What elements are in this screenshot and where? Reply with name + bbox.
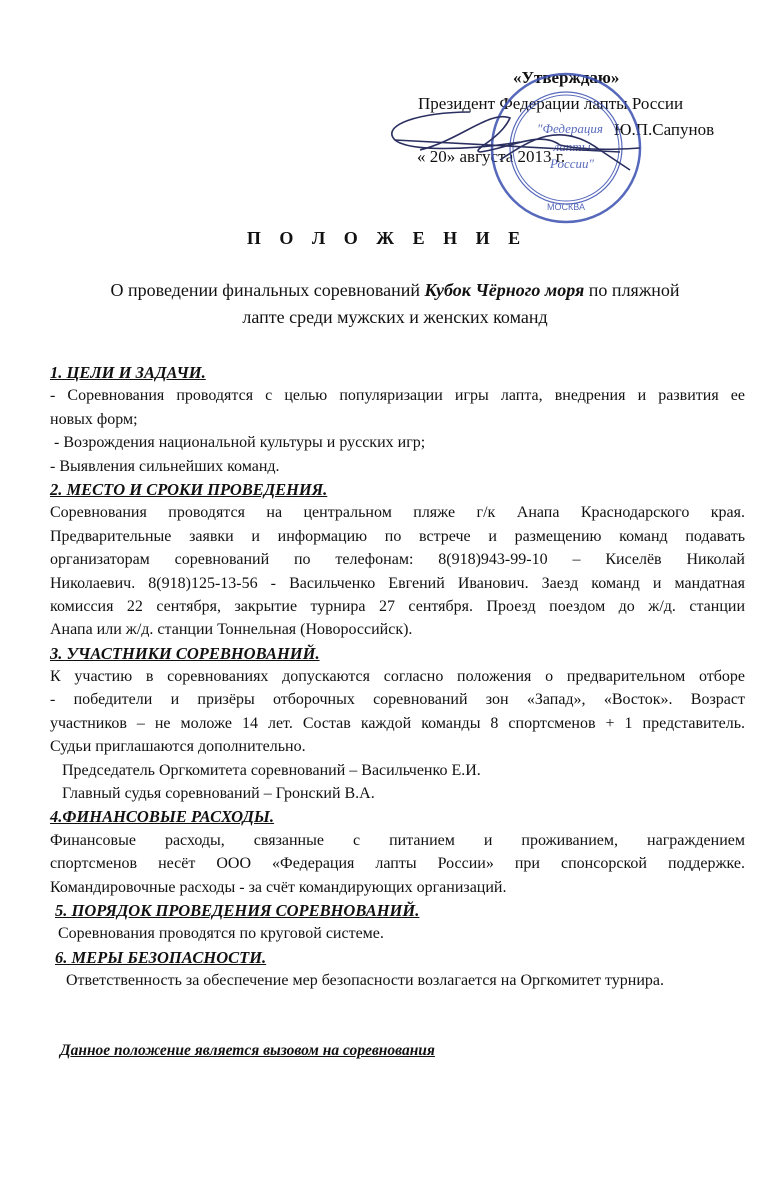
- text-line: Анапа или ж/д. станции Тоннельная (Новороссийск).: [50, 621, 413, 639]
- text-line: спортсменов несёт ООО «Федерация лапты России» при спонсорской поддержке.: [50, 855, 745, 873]
- approval-name: Ю.П.Сапунов: [614, 120, 715, 139]
- text-line: Финансовые расходы, связанные с питанием и проживанием, награждением: [50, 831, 745, 849]
- approval-date: « 20» августа 2013 г.: [417, 147, 566, 166]
- text-line: Соревнования проводятся на центральном пляже г/к Анапа Краснодарского края.: [50, 504, 745, 522]
- text-line: Предварительные заявки и информацию по встрече и размещению команд подавать: [50, 527, 745, 545]
- section-participants: [50, 642, 745, 806]
- footer-note: Данное положение является вызовом на соревнования: [60, 1041, 435, 1059]
- text-line: - победители и призёры отборочных соревнований зон «Запад», «Восток». Возраст: [50, 691, 745, 709]
- text-line: - Соревнования проводятся с целью популяризации игры лапта, внедрения и развития ее: [50, 387, 745, 405]
- text-line: Николаевич. 8(918)125-13-56 - Васильченко Евгений Иванович. Заезд команд и мандатная: [50, 574, 745, 592]
- svg-text:"Федерация: "Федерация: [537, 121, 603, 136]
- text-line: - Выявления сильнейших команд.: [50, 457, 280, 475]
- document-body: [50, 361, 745, 1062]
- text-line: участников – не моложе 14 лет. Состав каждой команды 8 спортсменов + 1 представитель.: [50, 714, 745, 732]
- text-line: Главный судья соревнований – Гронский В.А.: [50, 785, 375, 803]
- text-line: Командировочные расходы - за счёт командирующих организаций.: [50, 878, 507, 896]
- subtitle-pre: О проведении финальных соревнований: [110, 280, 425, 300]
- section-procedure: [50, 899, 745, 946]
- text-line: Соревнования проводятся по круговой системе.: [50, 925, 384, 943]
- section-heading: 5. ПОРЯДОК ПРОВЕДЕНИЯ СОРЕВНОВАНИЙ.: [55, 900, 420, 920]
- text-line: новых форм;: [50, 410, 138, 428]
- spacer: [50, 993, 745, 1039]
- approval-position: Президент Федерации лапты России: [418, 94, 684, 113]
- svg-text:МОСКВА: МОСКВА: [547, 202, 585, 212]
- section-heading: 3. УЧАСТНИКИ СОРЕВНОВАНИЙ.: [50, 643, 320, 663]
- section-goals: [50, 361, 745, 478]
- text-line: Ответственность за обеспечение мер безопасности возлагается на Оргкомитет турнира.: [50, 972, 665, 990]
- document-subtitle: [0, 280, 774, 301]
- approval-title: «Утверждаю»: [513, 68, 620, 87]
- text-line: Председатель Оргкомитета соревнований – Васильченко Е.И.: [50, 761, 481, 779]
- section-heading: 2. МЕСТО И СРОКИ ПРОВЕДЕНИЯ.: [50, 479, 328, 499]
- svg-text:России": России": [550, 156, 594, 171]
- section-safety: [50, 946, 745, 993]
- text-line: организаторам соревнований по телефонам: 8(918)943-99-10 – Киселёв Николай: [50, 551, 745, 569]
- subtitle-post: по пляжной: [584, 280, 680, 300]
- text-line: комиссия 22 сентября, закрытие турнира 27 сентября. Проезд поездом до ж/д. станции: [50, 597, 745, 615]
- text-line: К участию в соревнованиях допускаются согласно положения о предварительном отборе: [50, 668, 745, 686]
- section-finances: [50, 805, 745, 899]
- document-title: П О Л О Ж Е Н И Е: [246, 228, 528, 248]
- text-line: - Возрождения национальной культуры и русских игр;: [50, 434, 426, 452]
- text-line: Судьи приглашаются дополнительно.: [50, 738, 306, 756]
- section-place-dates: [50, 478, 745, 642]
- section-heading: 6. МЕРЫ БЕЗОПАСНОСТИ.: [55, 947, 267, 967]
- section-heading: 1. ЦЕЛИ И ЗАДАЧИ.: [50, 363, 206, 382]
- section-heading: 4.ФИНАНСОВЫЕ РАСХОДЫ.: [50, 807, 275, 827]
- document-subtitle-line2: лапте среди мужских и женских команд: [242, 307, 548, 327]
- svg-text:лапты: лапты: [553, 139, 591, 154]
- subtitle-cup-name: Кубок Чёрного моря: [424, 280, 585, 300]
